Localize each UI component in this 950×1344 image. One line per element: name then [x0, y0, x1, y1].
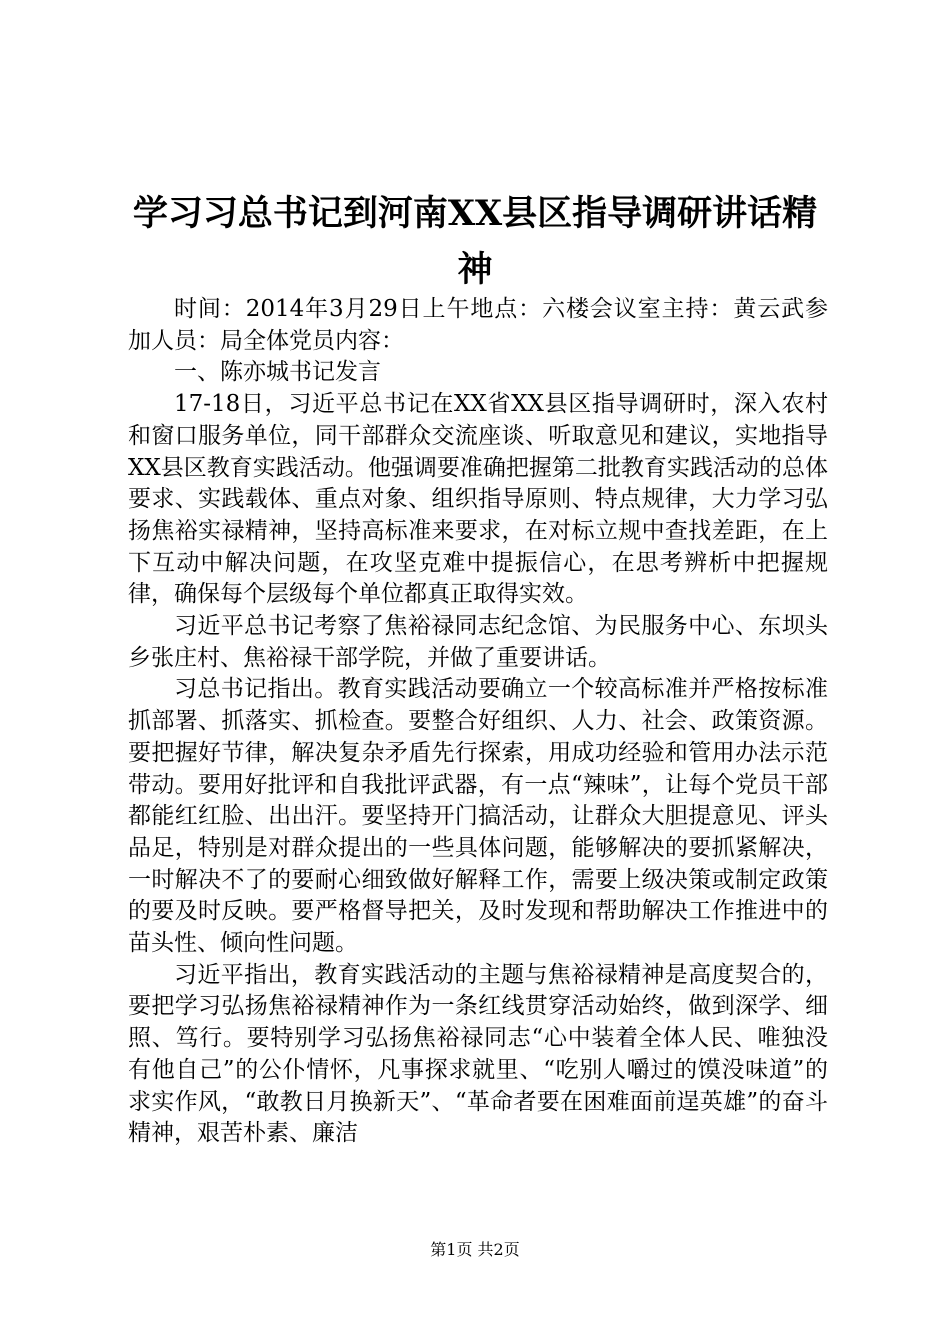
- paragraph-meta: 时间：2014年3月29日上午地点：六楼会议室主持：黄云武参加人员：局全体党员内容：: [128, 296, 828, 354]
- paragraph: 习总书记指出。教育实践活动要确立一个较高标准并严格按标准抓部署、抓落实、抓检查。要整合好组织、人力、社会、政策资源。要把握好节律，解决复杂矛盾先行探索，用成功经验和管用办法示范带动。要用好批评和自我批评武器，有一点“辣味”，让每个党员干部都能红红脸、出出汗。要坚持开门搞活动，让群众大胆提意见、评头品足，特别是对群众提出的一些具体问题，能够解决的要抓紧解决，一时解决不了的要耐心细致做好解释工作，需要上级决策或制定政策的要及时反映。要严格督导把关，及时发现和帮助解决工作推进中的苗头性、倾向性问题。: [128, 676, 828, 957]
- page-number-footer: 第1页 共2页: [430, 1240, 520, 1259]
- paragraph: 习近平总书记考察了焦裕禄同志纪念馆、为民服务中心、东坝头乡张庄村、焦裕禄干部学院，并做了重要讲话。: [128, 613, 828, 671]
- document-title: 学习习总书记到河南XX县区指导调研讲话精神: [132, 193, 818, 290]
- paragraph-section-heading: 一、陈亦城书记发言: [174, 359, 381, 386]
- paragraph: 习近平指出，教育实践活动的主题与焦裕禄精神是高度契合的，要把学习弘扬焦裕禄精神作为一条红线贯穿活动始终，做到深学、细照、笃行。要特别学习弘扬焦裕禄同志“心中装着全体人民、唯独没有他自己”的公仆情怀，凡事探求就里、“吃别人嚼过的馍没味道”的求实作风，“敢教日月换新天”、“革命者要在困难面前逞英雄”的奋斗精神，艰苦朴素、廉洁: [128, 961, 828, 1147]
- document-body: [128, 294, 828, 1150]
- paragraph: 17-18日，习近平总书记在XX省XX县区指导调研时，深入农村和窗口服务单位，同干部群众交流座谈、听取意见和建议，实地指导XX县区教育实践活动。他强调要准确把握第二批教育实践活动的总体要求、实践载体、重点对象、组织指导原则、特点规律，大力学习弘扬焦裕实禄精神，坚持高标准来要求，在对标立规中查找差距，在上下互动中解决问题，在攻坚克难中提振信心，在思考辨析中把握规律，确保每个层级每个单位都真正取得实效。: [128, 391, 828, 608]
